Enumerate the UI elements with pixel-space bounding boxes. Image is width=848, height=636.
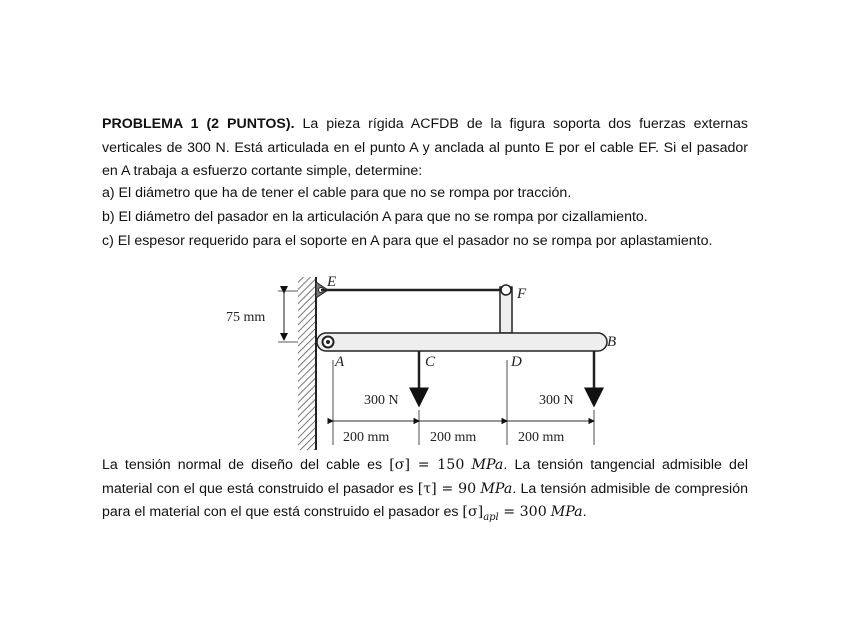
item-c: c) El espesor requerido para el soporte en A para que el pasador no se rompa por aplastamiento. bbox=[102, 233, 713, 249]
pin-F bbox=[501, 285, 511, 295]
problem-title: PROBLEMA 1 (2 PUNTOS). bbox=[102, 116, 295, 132]
item-b: b) El diámetro del pasador en la articulación A para que no se rompa por cizallamiento. bbox=[102, 209, 648, 225]
unit-1: MPa bbox=[471, 457, 504, 473]
span-label-3: 200 mm bbox=[518, 430, 565, 445]
apl-eq: = 300 bbox=[498, 504, 547, 520]
unit-3: MPa bbox=[550, 504, 583, 520]
sigma-eq: [σ] = 150 bbox=[389, 457, 465, 473]
span-label-1: 200 mm bbox=[343, 430, 390, 445]
label-D: D bbox=[511, 354, 522, 370]
tau-eq: [τ] = 90 bbox=[417, 480, 477, 497]
force-label-C: 300 N bbox=[364, 393, 399, 408]
wall bbox=[298, 277, 316, 450]
sigma-apl-sub: apl bbox=[483, 511, 499, 523]
unit-2: MPa bbox=[480, 480, 513, 497]
sigma-apl: [σ] bbox=[462, 504, 484, 520]
label-B: B bbox=[607, 334, 617, 350]
beam bbox=[317, 333, 607, 351]
label-A: A bbox=[335, 354, 345, 370]
label-F: F bbox=[517, 286, 527, 302]
label-E: E bbox=[327, 274, 337, 290]
material-data: La tensión normal de diseño del cable es [σ] = 150 MPa. La tensión tangencial admisible del material con el que está construido el pasador es [τ] = 90 MPa. La tensión admisible de compresión para el material con el que está construido el pasador es $[\sigma]_{apl} = 300$ MPa. bbox=[102, 457, 748, 523]
problem-text: La pieza rígida ACFDB de la figura soporta dos fuerzas externas verticales de 300 N. Está articulada en el punto A y anclada al punto E por el cable EF. Si el pasador en A trabaja a esfuerzo cortante simple, determine: bbox=[102, 116, 748, 179]
height-dim-label: 75 mm bbox=[226, 310, 266, 325]
label-C: C bbox=[425, 354, 436, 370]
item-a: a) El diámetro que ha de tener el cable para que no se rompa por tracción. bbox=[102, 185, 572, 201]
force-label-B: 300 N bbox=[539, 393, 574, 408]
span-label-2: 200 mm bbox=[430, 430, 477, 445]
